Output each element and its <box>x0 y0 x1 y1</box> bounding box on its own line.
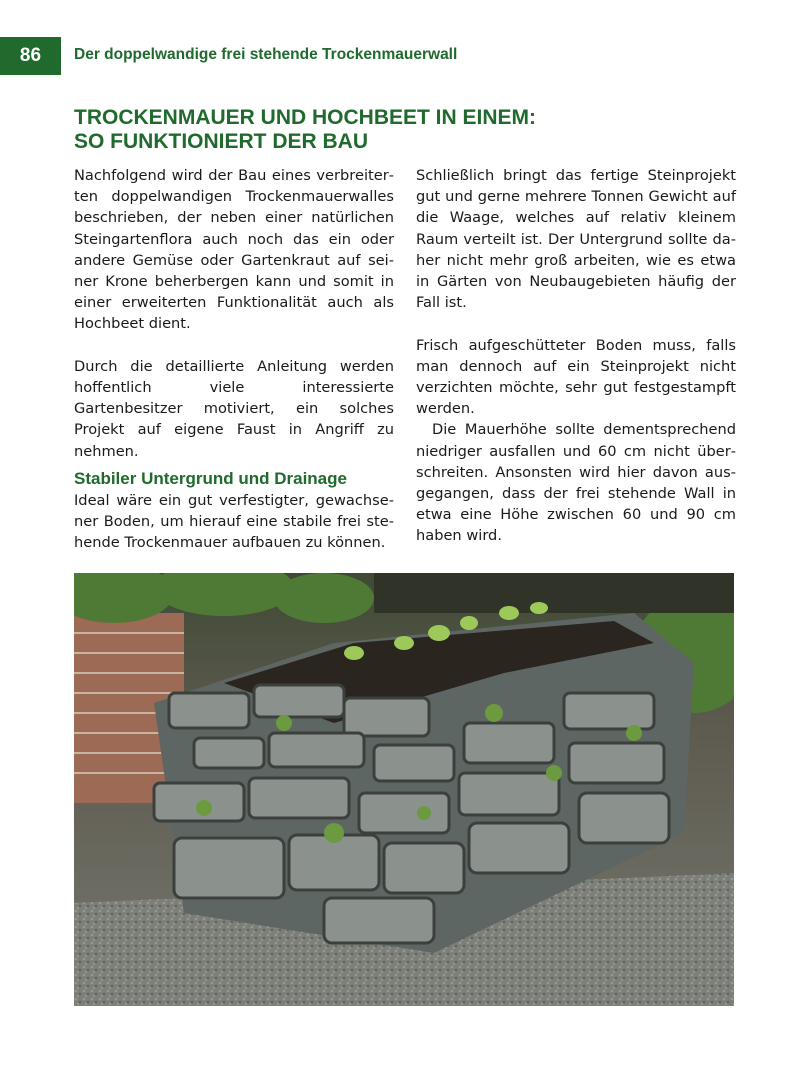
chapter-title-line-1: TROCKENMAUER UND HOCHBEET IN EINEM: <box>74 106 536 129</box>
page-number: 86 <box>0 37 61 75</box>
chapter-title <box>74 106 734 154</box>
left-column <box>74 165 394 553</box>
paragraph-weight: Schließlich bringt das fertige Steinprojekt gut und gerne mehrere Tonnen Gewicht auf die Waage, welches auf relativ kleinem Raum verteilt ist. Der Untergrund sollte daher nicht mehr groß arbeiten, wie es etwa in Gärten von Neubaugebieten häufig der Fall ist. <box>416 167 736 312</box>
paragraph-wall-height: Die Mauerhöhe sollte dementsprechend niedriger ausfallen und 60 cm nicht überschreiten. Ansonsten wird hier davon ausgegangen, dass der frei stehende Wall in etwa eine Höhe zwischen 60 und 90 cm haben wird. <box>416 421 736 545</box>
dry-stone-wall-photo <box>74 573 734 1006</box>
paragraph-intro: Nachfolgend wird der Bau eines verbreiterten doppelwandigen Trockenmauerwalles beschrieben, der neben einer natürlichen Steingartenflora auch noch das ein oder andere Gemüse oder Gartenkraut auf seiner Krone beherbergen kann und somit in einer erweiterten Funktionalität auch als Hochbeet dient. <box>74 167 394 333</box>
running-header-title: Der doppelwandige frei stehende Trockenmauerwall <box>74 46 458 63</box>
paragraph-motivation: Durch die detaillierte Anleitung werden hoffentlich viele interessierte Gartenbesitzer motiviert, ein solches Projekt auf eigene Faust in Angriff zu nehmen. <box>74 357 394 460</box>
paragraph-fresh-soil: Frisch aufgeschütteter Boden muss, falls man dennoch auf ein Steinprojekt nicht verzichten möchte, sehr gut festgestampft werden. <box>416 336 736 418</box>
chapter-title-line-2: SO FUNKTIONIERT DER BAU <box>74 130 368 153</box>
right-column <box>416 165 736 547</box>
section-subheading: Stabiler Untergrund und Drainage <box>74 468 347 488</box>
paragraph-ground: Ideal wäre ein gut verfestigter, gewachsener Boden, um hierauf eine stabile frei stehende Trockenmauer aufbauen zu können. <box>74 491 394 552</box>
